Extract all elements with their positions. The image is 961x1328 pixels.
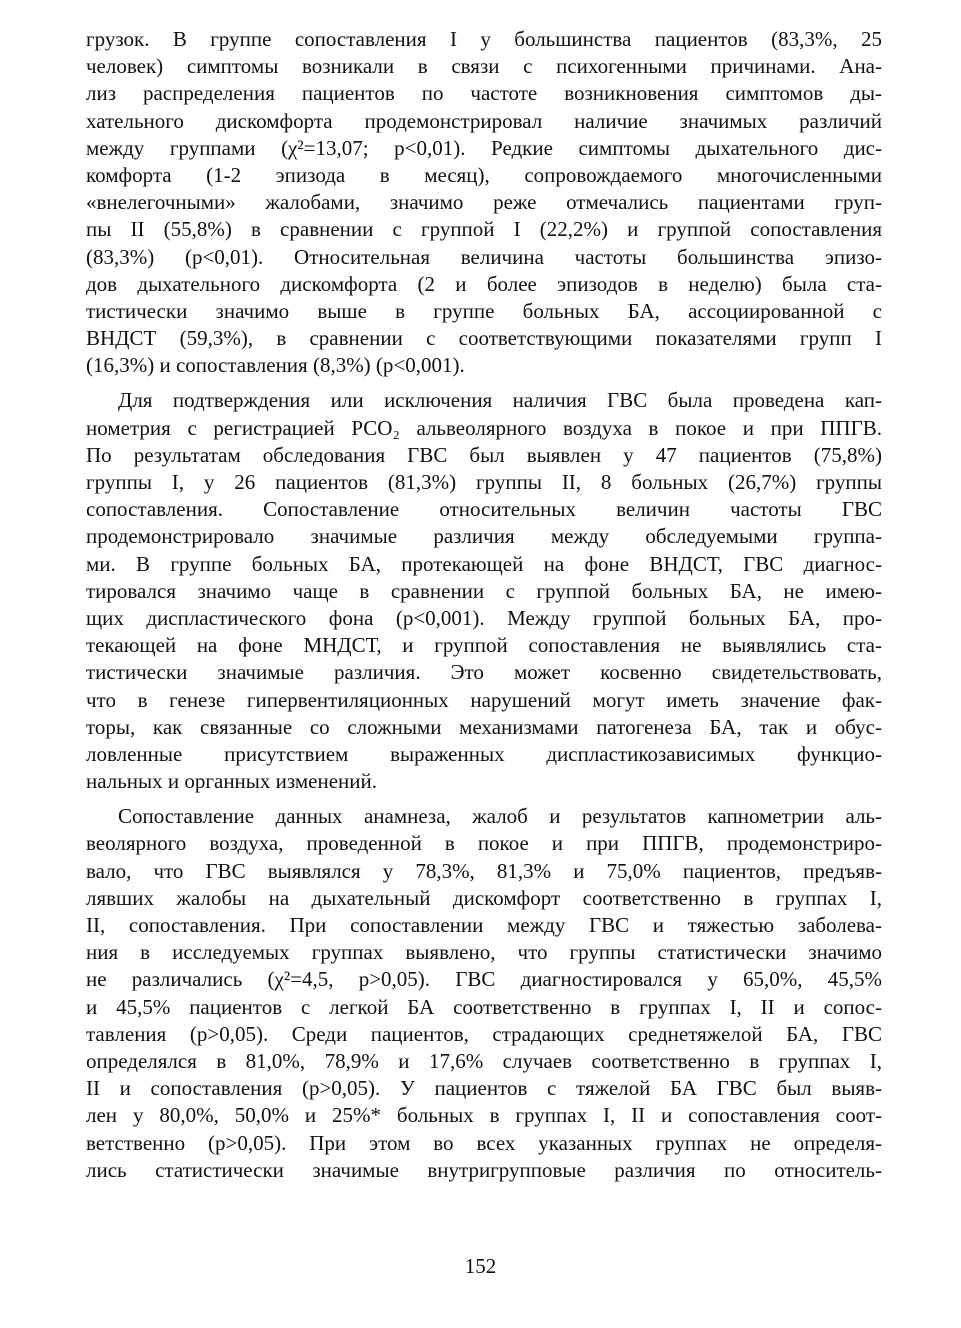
text-line: По результатам обследования ГВС был выявлен у 47 пациентов (75,8%) bbox=[86, 442, 882, 467]
text-line: ВНДСТ (59,3%), в сравнении с соответствующими показателями групп I bbox=[86, 326, 882, 351]
text-line: человек) симптомы возникали в связи с психогенными причинами. Ана- bbox=[86, 54, 882, 79]
text-line: (16,3%) и сопоставления (8,3%) (р<0,001). bbox=[86, 353, 465, 378]
text-line: вало, что ГВС выявлялся у 78,3%, 81,3% и 75,0% пациентов, предъяв- bbox=[86, 858, 882, 883]
text-line: определялся в 81,0%, 78,9% и 17,6% случаев соответственно в группах I, bbox=[86, 1048, 882, 1073]
text-line: Для подтверждения или исключения наличия ГВС была проведена кап- bbox=[118, 388, 882, 413]
text-line: пы II (55,8%) в сравнении с группой I (22,2%) и группой сопоставления bbox=[86, 217, 882, 242]
text-line: лен у 80,0%, 50,0% и 25%* больных в группах I, II и сопоставления соот- bbox=[86, 1103, 882, 1128]
text-line: «внелегочными» жалобами, значимо реже отмечались пациентами груп- bbox=[86, 190, 882, 215]
text-line: лявших жалобы на дыхательный дискомфорт соответственно в группах I, bbox=[86, 885, 882, 910]
text-line: группы I, у 26 пациентов (81,3%) группы II, 8 больных (26,7%) группы bbox=[86, 470, 882, 494]
text-line: комфорта (1-2 эпизода в месяц), сопровождаемого многочисленными bbox=[86, 162, 882, 187]
text-line: ловленные присутствием выраженных диспластикозависимых функцио- bbox=[86, 741, 882, 766]
paragraph-3 bbox=[86, 803, 882, 1184]
text-line: грузок. В группе сопоставления I у большинства пациентов (83,3%, 25 bbox=[86, 27, 882, 51]
text-line: II, сопоставления. При сопоставлении между ГВС и тяжестью заболева- bbox=[86, 913, 882, 937]
text-line: (83,3%) (р<0,01). Относительная величина частоты большинства эпизо- bbox=[86, 244, 882, 269]
text-line: что в генезе гипервентиляционных нарушений могут иметь значение фак- bbox=[86, 687, 882, 712]
text-line: дов дыхательного дискомфорта (2 и более эпизодов в неделю) была ста- bbox=[86, 271, 882, 296]
text-line: тистически значимые различия. Это может косвенно свидетельствовать, bbox=[86, 660, 882, 685]
text-line: нальных и органных изменений. bbox=[86, 769, 378, 794]
text-line: торы, как связанные со сложными механизмами патогенеза БА, так и обус- bbox=[86, 714, 882, 739]
text-line: между группами (χ²=13,07; р<0,01). Редкие симптомы дыхательного дис- bbox=[86, 135, 882, 160]
text-line: текающей на фоне МНДСТ, и группой сопоставления не выявлялись ста- bbox=[86, 633, 882, 658]
page-number: 152 bbox=[464, 1254, 497, 1278]
text-line: лиз распределения пациентов по частоте возникновения симптомов ды- bbox=[86, 81, 882, 106]
text-line: тавления (р>0,05). Среди пациентов, страдающих среднетяжелой БА, ГВС bbox=[86, 1021, 882, 1046]
text-line: и 45,5% пациентов с легкой БА соответственно в группах I, II и сопос- bbox=[86, 994, 882, 1019]
text-line: нометрия с регистрацией РСО₂ альвеолярного воздуха в покое и при ППГВ. bbox=[86, 415, 882, 440]
text-line: сопоставления. Сопоставление относительных величин частоты ГВС bbox=[86, 497, 882, 522]
text-line: веолярного воздуха, проведенной в покое и при ППГВ, продемонстриро- bbox=[86, 831, 882, 856]
text-line: II и сопоставления (р>0,05). У пациентов с тяжелой БА ГВС был выяв- bbox=[86, 1076, 882, 1101]
text-line: ветственно (р>0,05). При этом во всех указанных группах не определя- bbox=[86, 1130, 882, 1155]
text-line: ми. В группе больных БА, протекающей на фоне ВНДСТ, ГВС диагнос- bbox=[86, 551, 882, 576]
paragraph-2 bbox=[86, 387, 882, 795]
text-line: щих диспластического фона (р<0,001). Между группой больных БА, про- bbox=[86, 605, 882, 630]
body-text bbox=[86, 26, 882, 1184]
text-line: хательного дискомфорта продемонстрировал наличие значимых различий bbox=[86, 108, 882, 133]
paragraph-1 bbox=[86, 26, 882, 379]
text-line: лись статистически значимые внутригрупповые различия по относитель- bbox=[86, 1157, 882, 1182]
text-line: тировался значимо чаще в сравнении с группой больных БА, не имею- bbox=[86, 578, 882, 603]
text-line: продемонстрировало значимые различия между обследуемыми группа- bbox=[86, 524, 882, 549]
text-line: Сопоставление данных анамнеза, жалоб и результатов капнометрии аль- bbox=[118, 804, 882, 829]
text-line: ния в исследуемых группах выявлено, что группы статистически значимо bbox=[86, 940, 882, 965]
text-line: не различались (χ²=4,5, р>0,05). ГВС диагностировался у 65,0%, 45,5% bbox=[86, 967, 882, 992]
text-line: тистически значимо выше в группе больных БА, ассоциированной с bbox=[86, 298, 882, 323]
